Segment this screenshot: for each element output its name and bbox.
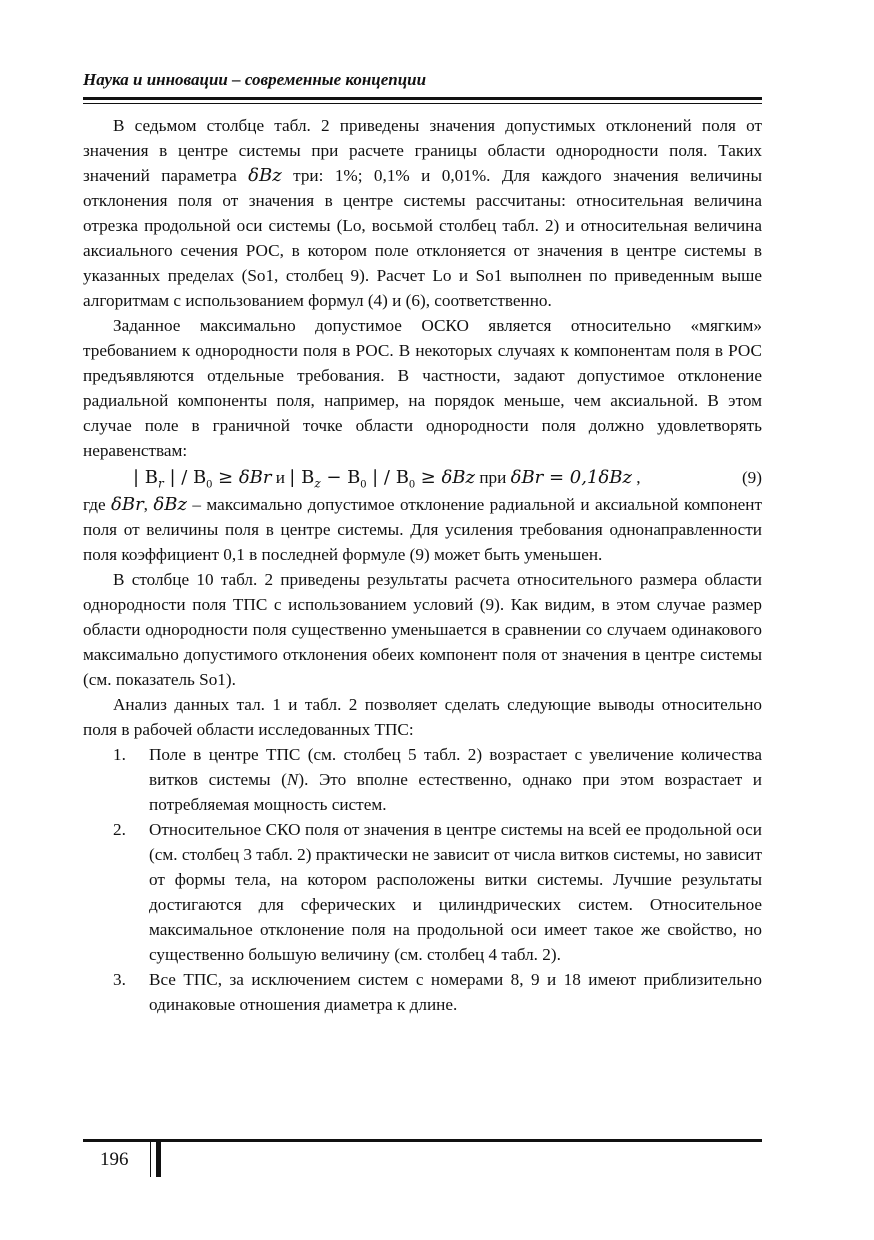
- list-item: 3. Все ТПС, за исключением систем с номерами 8, 9 и 18 имеют приблизительно одинаковые отношения диаметра к длине.: [113, 970, 762, 1014]
- paragraph-2: Заданное максимально допустимое ОСКО является относительно «мягким» требованием к однородности поля в РОС. В некоторых случаях к компонентам поля в РОС предъявляются отдельные требования. В частности, задают допустимое отклонение радиальной компоненты поля, например, на порядок меньше, чем аксиальной. В этом случае поле в граничной точке области однородности поля должно удовлетворять неравенствам:: [83, 316, 762, 460]
- math-delta-bz: δBz: [153, 494, 187, 515]
- list-item: 1. Поле в центре ТПС (см. столбец 5 табл. 2) возрастает с увеличение количества витков системы (N). Это вполне естественно, однако при этом возрастает и потребляемая мощность систем.: [113, 745, 762, 814]
- header-rule-thick: [83, 97, 762, 100]
- paragraph-1: В седьмом столбце табл. 2 приведены значения допустимых отклонений поля от значения в центре системы при расчете границы области однородности поля. Таких значений параметра δBz три: 1%; 0,1% и 0,01%. Для каждого значения величины отклонения поля от значения в центре системы рассчитаны: относительная величина отрезка продольной оси системы (Lo, восьмой столбец табл. 2) и относительная величина аксиального сечения РОС, в котором поле отклоняется от значения в центре системы в указанных пределах (So1, столбец 9). Расчет Lo и So1 выполнен по приведенным выше алгоритмам с использованием формул (4) и (6), соответственно.: [83, 116, 763, 310]
- paragraph-5: Анализ данных тал. 1 и табл. 2 позволяет сделать следующие выводы относительно поля в рабочей области исследованных ТПС:: [83, 695, 762, 739]
- paragraph-4: В столбце 10 табл. 2 приведены результаты расчета относительного размера области однородности поля ТПС с использованием условий (9). Как видим, в этом случае размер области однородности поля существенно уменьшается в сравнении со случаем одинакового максимально допустимого отклонения обеих компонент поля от значения в центре системы (см. показатель So1).: [83, 570, 762, 689]
- footer-bar-thick: [156, 1142, 161, 1177]
- page-number: 196: [100, 1149, 129, 1170]
- list-item: 2. Относительное СКО поля от значения в центре системы на всей ее продольной оси (см. столбец 3 табл. 2) практически не зависит от числа витков системы, но зависит от формы тела, на котором расположены витки системы. Лучшие результаты достигаются для сферических и цилиндрических систем. Относительное максимальное отклонение поля на продольной оси имеет такое же свойство, но существенно большую величину (см. столбец 4 табл. 2).: [113, 820, 762, 964]
- header-rule-thin: [83, 103, 762, 104]
- math-delta-br: δBr: [111, 494, 144, 515]
- footer-rule: [83, 1139, 762, 1142]
- math-delta-bz: δBz: [248, 165, 282, 186]
- paragraph-3: где δBr, δBz – максимально допустимое отклонение радиальной и аксиальной компонент поля от величины поля в центре системы. Для усиления требования однонаправленности поля коэффициент 0,1 в последней формуле (9) может быть уменьшен.: [83, 494, 762, 564]
- conclusions-list: [83, 742, 762, 1017]
- body-text: [83, 113, 762, 1017]
- equation-9: [83, 463, 762, 492]
- equation-body: | $B_r$ | / $B_0 \ge \delta Br$ и | $B_z - B_0$ | / $B_0 \ge \delta Bz$ при δBr = 0,1δBz ,: [133, 467, 641, 491]
- footer-bar-thin: [150, 1142, 151, 1177]
- running-header: Наука и инновации – современные концепции: [83, 70, 427, 89]
- equation-number: (9): [741, 468, 762, 487]
